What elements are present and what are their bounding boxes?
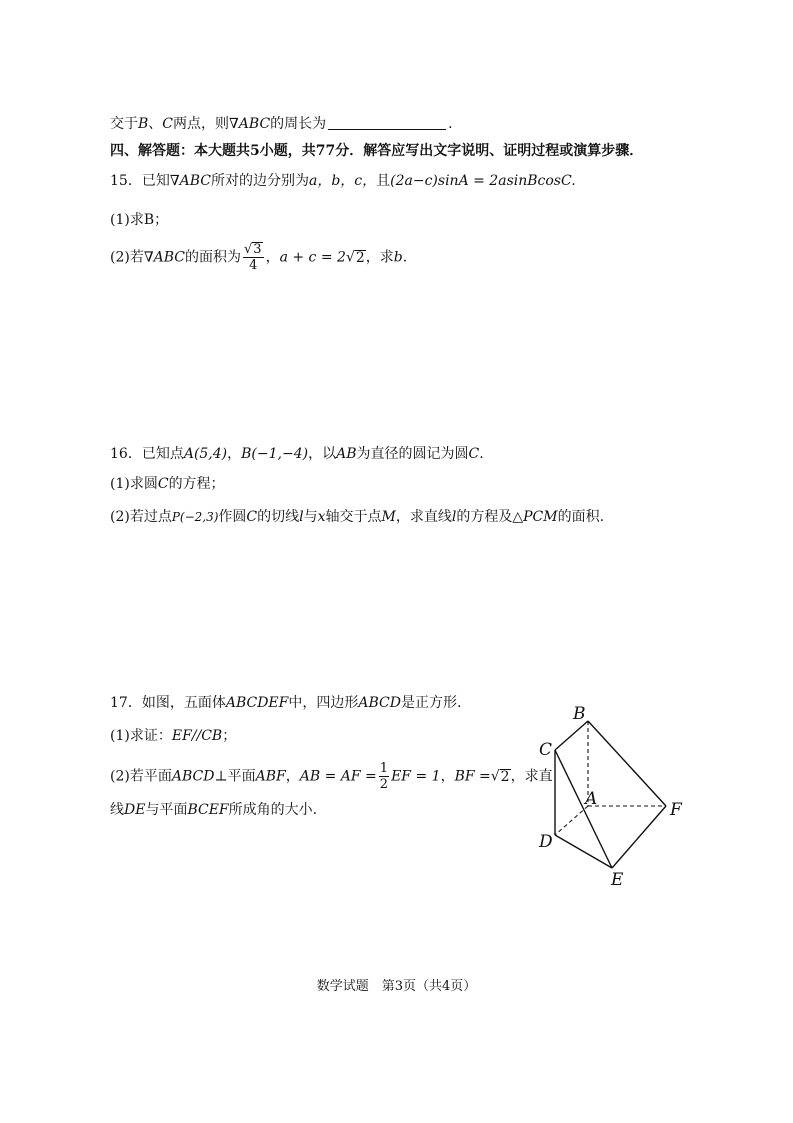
- label-c: C: [539, 740, 553, 760]
- edge-ad-hidden: [555, 806, 588, 835]
- q16-point-m: M: [381, 509, 396, 525]
- q17-part2-b: 平面: [227, 768, 256, 785]
- q15-triangle: ∇ABC: [169, 173, 211, 189]
- q15-equation: (2a−c)sinA = 2asinBcosC.: [390, 173, 576, 189]
- q14-sep: 、: [148, 116, 163, 132]
- edge-bf: [588, 721, 666, 806]
- q15-text-b: 所对的边分别为: [210, 173, 309, 189]
- q17-text-a: 如图，五面体: [141, 695, 226, 711]
- q17-part2-a: (2)若平面: [110, 768, 172, 785]
- q16-part2-a: (2)若过点: [110, 509, 172, 525]
- q16-text-b: ，以: [308, 446, 337, 462]
- q15-text-a: 已知: [141, 173, 170, 189]
- q14-point-b: B: [138, 116, 149, 132]
- q15-sides: a，b，c，: [308, 173, 377, 189]
- q17-solid: ABCDEF: [225, 695, 289, 711]
- q15-area-num: 3: [253, 242, 262, 257]
- q17-number: 17．: [110, 695, 142, 711]
- q17-part2-e: ，求直: [510, 768, 553, 785]
- q17-part2-line2: [110, 800, 317, 820]
- q15-area-den: 4: [249, 258, 258, 273]
- label-e: E: [611, 870, 624, 890]
- q14-text-mid: 两点，则: [173, 116, 230, 132]
- q15-number: 15．: [110, 173, 142, 189]
- q16-text: 已知点: [141, 446, 184, 462]
- edge-ce: [555, 750, 612, 868]
- q17-eq2: EF = 1: [391, 768, 441, 785]
- q16-ab: AB: [336, 446, 357, 462]
- q17-line-de: DE: [124, 802, 146, 818]
- q16-part2-b: 作圆: [218, 509, 247, 525]
- q14-text: 交于: [110, 116, 138, 132]
- q16-part1-a: (1)求圆: [110, 476, 158, 492]
- q17-quad: ABCD: [358, 695, 401, 711]
- q14-tail-line: [110, 114, 453, 134]
- q17-line2-a: 线: [110, 802, 124, 818]
- q17-part2-c: ，: [285, 768, 300, 785]
- q17-plane-abf: ABF: [255, 768, 286, 785]
- q17-part2-d: ，: [440, 768, 455, 785]
- q17-part1-rel: EF//CB: [171, 728, 223, 744]
- q16-part2-f: ，求直线: [395, 509, 452, 525]
- q14-point-c: C: [162, 116, 174, 132]
- answer-blank: [328, 129, 446, 130]
- q17-part1: [110, 726, 236, 746]
- label-f: F: [670, 800, 682, 820]
- q15-stem: [110, 171, 576, 191]
- q16-text-c: 为直径的圆记为圆: [356, 446, 469, 462]
- q16-end: .: [479, 446, 484, 462]
- q17-rad: 2: [500, 768, 510, 785]
- label-d: D: [539, 832, 553, 852]
- q16-part2-d: 与: [303, 509, 318, 525]
- q17-half-fraction: [379, 761, 389, 792]
- q17-half-num: 1: [379, 761, 389, 776]
- q15-part2-b: 的面积为: [185, 249, 241, 266]
- q17-eq1: AB = AF =: [299, 768, 377, 785]
- q17-part1-a: (1)求证：: [110, 728, 172, 744]
- q16-x-axis: x: [317, 509, 326, 525]
- q17-plane-abcd: ABCD: [171, 768, 215, 785]
- q16-circle: C: [468, 446, 480, 462]
- q15-sum-rad: 2: [355, 249, 365, 266]
- q17-part2: (2)若平面ABCD⊥平面ABF，AB = AF = $\frac{1}{2}$ EF = 1，BF =√2，求直: [110, 761, 553, 792]
- q17-eq3: BF =: [454, 768, 491, 785]
- q16-part2-circle: C: [246, 509, 258, 525]
- pentahedron-figure: [525, 700, 695, 890]
- q16-part2-h: 的面积.: [557, 509, 605, 525]
- q16-part1-b: 的方程；: [168, 476, 225, 492]
- q15-area-fraction: $\frac{√3}{4}$: [244, 242, 262, 273]
- q17-part1-end: ；: [222, 728, 237, 744]
- label-a: A: [585, 789, 598, 809]
- page-footer: 数学试题 第3页（共4页）: [316, 979, 477, 994]
- edge-cb: [555, 721, 588, 750]
- q16-number: 16．: [110, 446, 142, 462]
- q17-line2-c: 所成角的大小.: [228, 802, 318, 818]
- q17-perp: ⊥: [214, 768, 228, 785]
- q16-triangle: △PCM: [512, 509, 558, 525]
- q17-line2-b: 与平面: [145, 802, 188, 818]
- q15-part2-triangle: ∇ABC: [143, 249, 185, 266]
- q14-end-mark: .: [448, 116, 453, 132]
- q16-point-b: B(−1,−4): [241, 446, 309, 462]
- q16-part1: [110, 474, 225, 494]
- q17-text-c: 是正方形.: [400, 695, 462, 711]
- edge-fe: [612, 806, 666, 868]
- q16-part2-e: 轴交于点: [325, 509, 382, 525]
- label-b: B: [573, 704, 586, 724]
- q16-part2-g: 的方程及: [456, 509, 513, 525]
- q16-line-l2: l: [451, 509, 457, 525]
- q16-point-p: P(−2,3): [171, 510, 219, 524]
- q16-stem: [110, 444, 484, 464]
- q15-part2-c: ，: [265, 249, 280, 266]
- q15-part2-var: b: [393, 249, 403, 266]
- q16-sep: ，: [227, 446, 242, 462]
- q16-line-l: l: [299, 509, 304, 525]
- q16-part2: [110, 507, 604, 527]
- q15-part2-d: ，求: [365, 249, 394, 266]
- q15-sum-eq: a + c = 2: [279, 249, 346, 266]
- q16-point-a: A(5,4): [183, 446, 228, 462]
- section-heading: 四、解答题：本大题共5小题，共77分．解答应写出文字说明、证明过程或演算步骤．: [110, 143, 644, 159]
- q16-part2-c: 的切线: [257, 509, 300, 525]
- q16-part1-circle: C: [157, 476, 169, 492]
- q17-half-den: 2: [379, 777, 389, 792]
- q15-part2: (2)若∇ABC的面积为 $\frac{√3}{4}$ ，a + c = 2√2，求b.: [110, 242, 408, 273]
- q17-text-b: 中，四边形: [288, 695, 359, 711]
- q17-plane-bcef: BCEF: [187, 802, 229, 818]
- q15-part2-a: (2)若: [110, 249, 144, 266]
- q14-text-end: 的周长为: [270, 116, 327, 132]
- q15-part1: (1)求B；: [110, 212, 169, 228]
- q17-stem: [110, 693, 461, 713]
- q15-part2-end: .: [402, 249, 408, 266]
- q15-text-c: 且: [376, 173, 391, 189]
- q14-triangle: ∇ABC: [229, 116, 271, 132]
